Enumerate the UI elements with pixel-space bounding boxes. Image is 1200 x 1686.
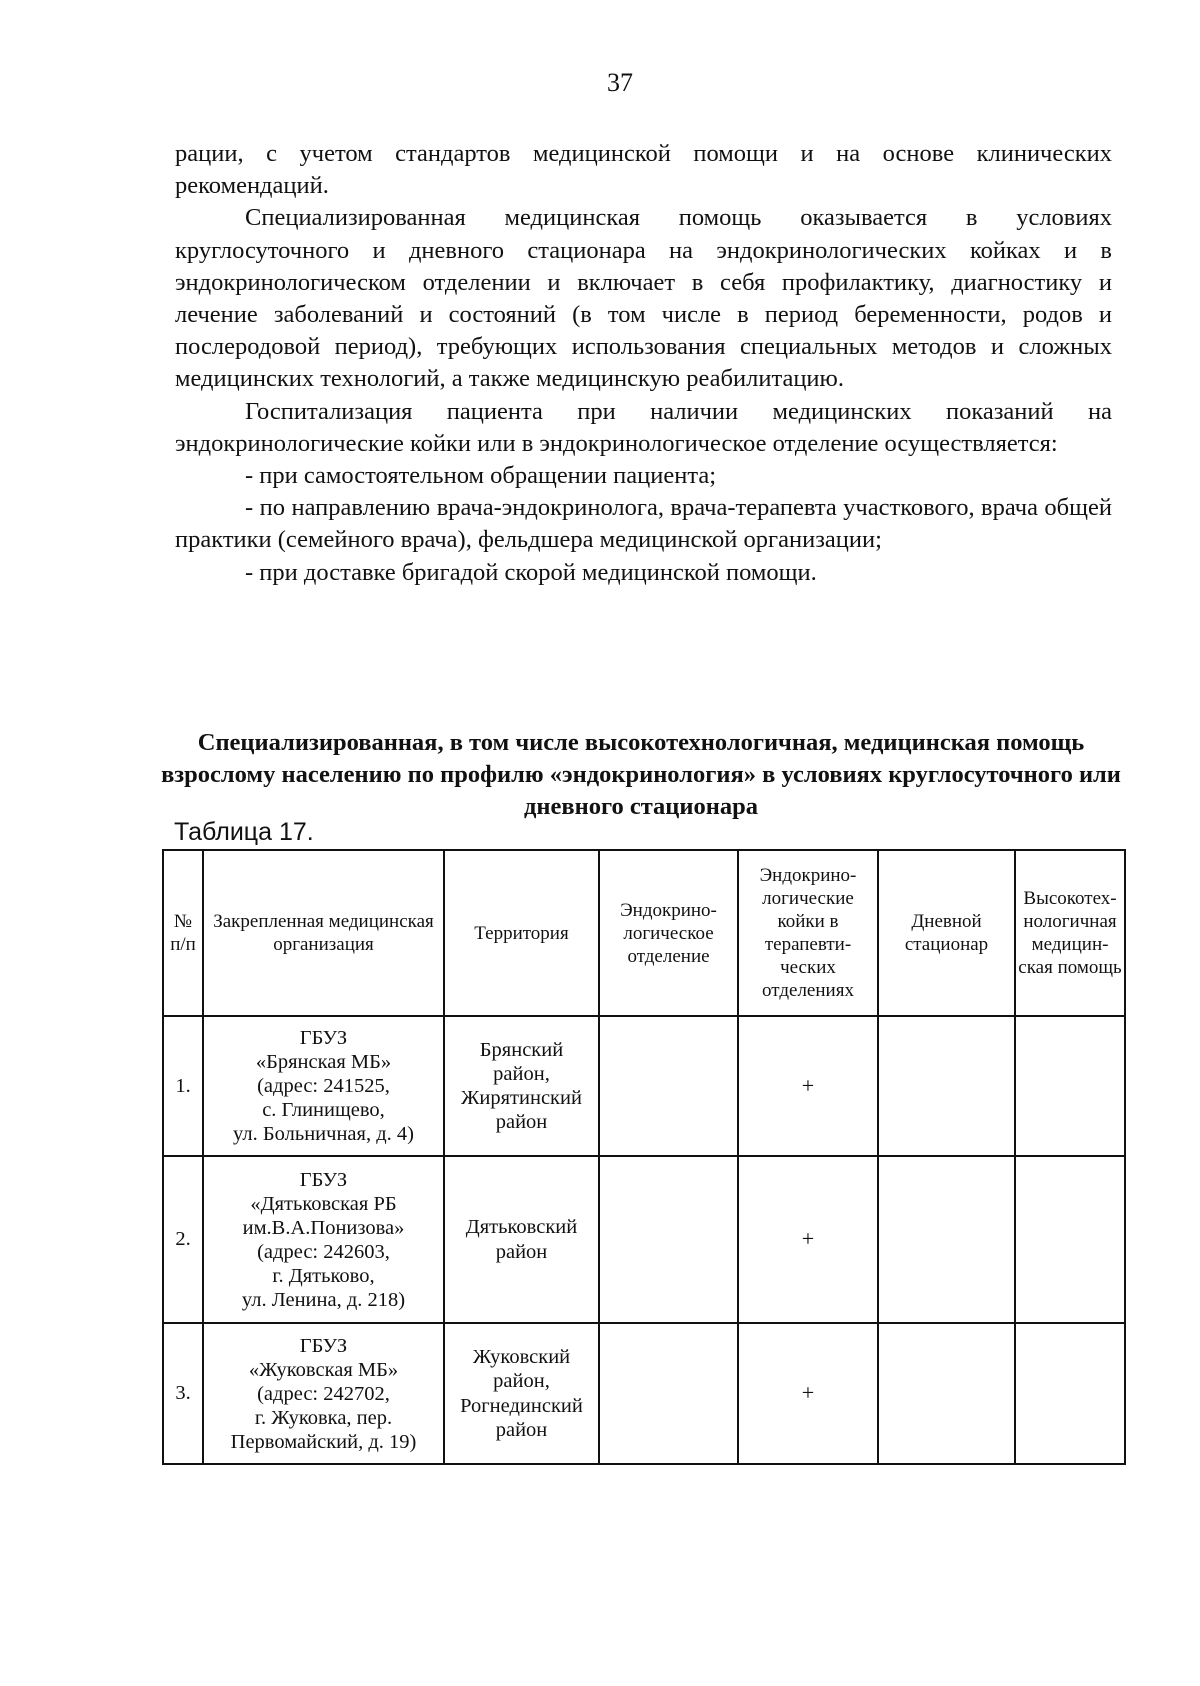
body-text bbox=[175, 138, 1112, 589]
cell-num: 1. bbox=[163, 1016, 203, 1156]
org-line: ГБУЗ bbox=[299, 1334, 348, 1357]
territory-line: район, bbox=[493, 1370, 550, 1393]
cell-endo-dept bbox=[599, 1156, 738, 1323]
header-num: № п/п bbox=[163, 850, 203, 1016]
cell-num: 2. bbox=[163, 1156, 203, 1323]
page-number: 37 bbox=[607, 68, 633, 97]
cell-high-tech bbox=[1015, 1323, 1125, 1464]
header-endo-dept: Эндокрино-логическое отделение bbox=[599, 850, 738, 1016]
header-endo-beds: Эндокрино-логические койки в терапевти-ческих отделениях bbox=[738, 850, 878, 1016]
org-line: ГБУЗ bbox=[299, 1168, 348, 1191]
territory-line: Дятьковский bbox=[465, 1216, 578, 1239]
org-line: (адрес: 242603, bbox=[257, 1240, 390, 1263]
org-line: «Дятьковская РБ bbox=[250, 1192, 397, 1215]
cell-day-hospital bbox=[878, 1323, 1015, 1464]
cell-endo-beds: + bbox=[738, 1323, 878, 1464]
org-line: «Брянская МБ» bbox=[255, 1051, 392, 1073]
org-line: с. Глинищево, bbox=[262, 1099, 385, 1121]
section-title: Специализированная, в том числе высокотехнологичная, медицинская помощь взрослому населению по профилю «эндокринология» в условиях круглосуточного или дневного стационара bbox=[161, 729, 1121, 820]
facilities-table bbox=[162, 849, 1126, 1465]
cell-endo-beds: + bbox=[738, 1016, 878, 1156]
header-territory: Территория bbox=[444, 850, 599, 1016]
territory-line: район bbox=[495, 1240, 548, 1263]
org-line: (адрес: 241525, bbox=[257, 1075, 390, 1097]
cell-num: 3. bbox=[163, 1323, 203, 1464]
cell-endo-dept bbox=[599, 1016, 738, 1156]
paragraph: Госпитализация пациента при наличии медицинских показаний на эндокринологические койки или в эндокринологическое отделение осуществляется: bbox=[175, 397, 1112, 457]
list-item: - при самостоятельном обращении пациента; bbox=[245, 462, 717, 490]
table-row bbox=[163, 1016, 1125, 1156]
cell-high-tech bbox=[1015, 1156, 1125, 1323]
org-line: ГБУЗ bbox=[299, 1027, 348, 1049]
cell-territory bbox=[444, 1016, 599, 1156]
org-line: Первомайский, д. 19) bbox=[230, 1430, 417, 1453]
cell-org bbox=[203, 1156, 444, 1323]
cell-day-hospital bbox=[878, 1156, 1015, 1323]
cell-endo-dept bbox=[599, 1323, 738, 1464]
table-header-row bbox=[163, 850, 1125, 1016]
list-item: - при доставке бригадой скорой медицинской помощи. bbox=[245, 558, 817, 586]
header-day-hospital: Дневной стационар bbox=[878, 850, 1015, 1016]
cell-high-tech bbox=[1015, 1016, 1125, 1156]
org-line: «Жуковская МБ» bbox=[248, 1358, 399, 1381]
org-line: г. Дятьково, bbox=[272, 1264, 375, 1287]
territory-line: район bbox=[495, 1418, 548, 1441]
territory-line: Жуковский bbox=[472, 1346, 571, 1369]
table-row bbox=[163, 1323, 1125, 1464]
cell-territory bbox=[444, 1156, 599, 1323]
list-item: - по направлению врача-эндокринолога, врача-терапевта участкового, врача общей практики (семейного врача), фельдшера медицинской организации; bbox=[175, 494, 1112, 554]
paragraph: рации, с учетом стандартов медицинской помощи и на основе клинических рекомендаций. bbox=[175, 140, 1112, 200]
org-line: ул. Ленина, д. 218) bbox=[241, 1288, 406, 1311]
territory-line: Брянский bbox=[479, 1038, 564, 1061]
header-org: Закрепленная медицинская организация bbox=[203, 850, 444, 1016]
org-line: г. Жуковка, пер. bbox=[254, 1406, 393, 1429]
cell-territory bbox=[444, 1323, 599, 1464]
territory-line: район, bbox=[493, 1062, 550, 1085]
paragraph: Специализированная медицинская помощь оказывается в условиях круглосуточного и дневного стационара на эндокринологических койках и в эндокринологическом отделении и включает в себя профилактику, диагностику и лечение заболеваний и состояний (в том числе в период беременности, родов и послеродовой период), требующих использования специальных методов и сложных медицинских технологий, а также медицинскую реабилитацию. bbox=[175, 204, 1112, 393]
territory-line: Рогнединский bbox=[460, 1394, 583, 1417]
table-row bbox=[163, 1156, 1125, 1323]
territory-line: район bbox=[495, 1111, 548, 1134]
cell-endo-beds: + bbox=[738, 1156, 878, 1323]
cell-org bbox=[203, 1016, 444, 1156]
cell-org bbox=[203, 1323, 444, 1464]
cell-day-hospital bbox=[878, 1016, 1015, 1156]
org-line: им.В.А.Понизова» bbox=[242, 1216, 405, 1239]
org-line: (адрес: 242702, bbox=[257, 1382, 390, 1405]
territory-line: Жирятинский bbox=[461, 1087, 582, 1109]
header-high-tech: Высокотех-нологичная медицин-ская помощь bbox=[1015, 850, 1125, 1016]
org-line: ул. Больничная, д. 4) bbox=[233, 1123, 414, 1145]
table-caption: Таблица 17. bbox=[174, 818, 314, 846]
